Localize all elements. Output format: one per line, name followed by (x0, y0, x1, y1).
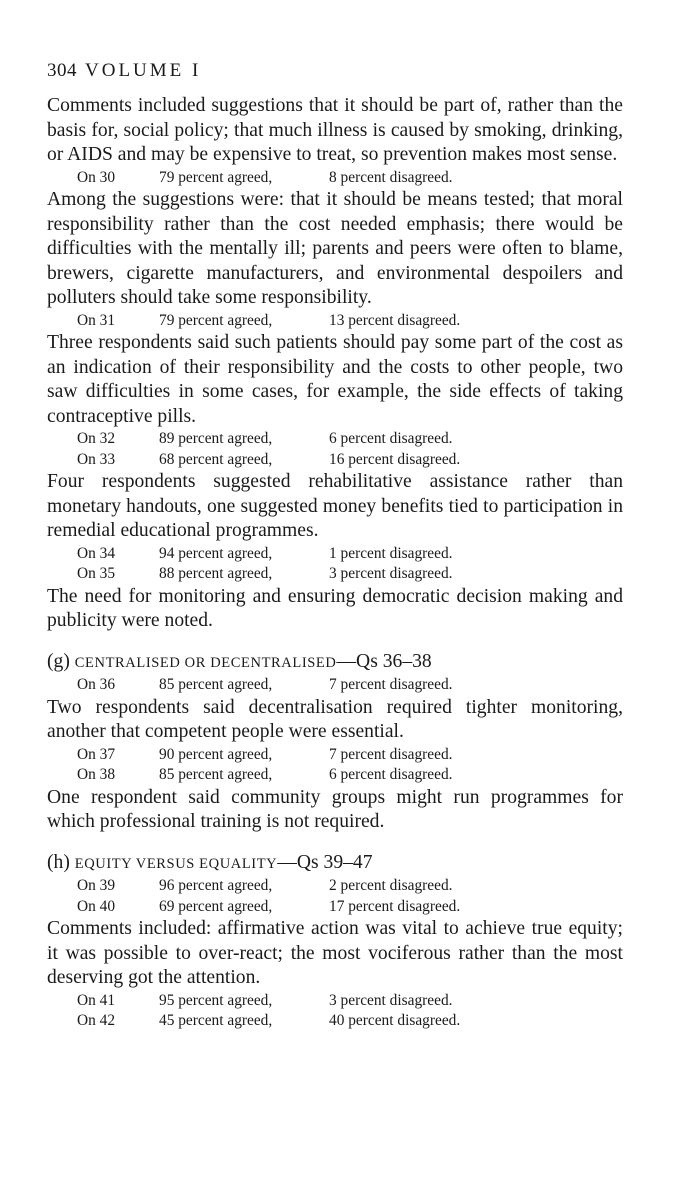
percent-disagreed: 6 percent disagreed. (329, 430, 453, 447)
question-label: On 32 (77, 430, 116, 447)
percent-disagreed: 7 percent disagreed. (329, 745, 453, 763)
question-label: On 40 (77, 897, 116, 915)
survey-result-row (47, 168, 623, 189)
percent-agreed: 69 percent agreed, (159, 897, 273, 915)
paragraph: Comments included suggestions that it should be part of, rather than the basis for, social policy; that much illness is caused by smoking, drinking, or AIDS and may be expensive to treat, so prevention makes most sense. (47, 95, 623, 165)
survey-result-row (47, 765, 623, 786)
survey-result-row (47, 897, 623, 918)
question-label: On 42 (77, 1012, 116, 1029)
percent-disagreed: 17 percent disagreed. (329, 897, 461, 915)
percent-agreed: 90 percent agreed, (159, 745, 273, 763)
percent-agreed: 85 percent agreed, (159, 676, 273, 693)
survey-result-row (47, 1011, 623, 1032)
percent-agreed: 94 percent agreed, (159, 544, 273, 562)
survey-result-row (47, 745, 623, 766)
percent-disagreed: 40 percent disagreed. (329, 1012, 461, 1029)
question-label: On 34 (77, 544, 116, 562)
percent-disagreed: 8 percent disagreed. (329, 168, 453, 186)
page-content (47, 94, 623, 1032)
percent-disagreed: 3 percent disagreed. (329, 565, 453, 582)
paragraph: One respondent said community groups might run programmes for which professional training is not required. (47, 786, 623, 832)
section-title: CENTRALISED OR DECENTRALISED (74, 654, 337, 671)
percent-agreed: 95 percent agreed, (159, 991, 273, 1009)
percent-agreed: 88 percent agreed, (159, 565, 273, 582)
question-label: On 39 (77, 877, 116, 894)
survey-result-row (47, 450, 623, 471)
percent-disagreed: 7 percent disagreed. (329, 676, 453, 693)
survey-result-row (47, 991, 623, 1012)
page-number: 304 (47, 60, 77, 81)
percent-disagreed: 6 percent disagreed. (329, 766, 453, 783)
percent-agreed: 89 percent agreed, (159, 430, 273, 447)
paragraph: Comments included: affirmative action was vital to achieve true equity; it was possible to over-react; the most vociferous rather than the most deserving got the attention. (47, 918, 623, 988)
section-heading (47, 650, 623, 676)
running-header (47, 60, 623, 82)
survey-result-row (47, 311, 623, 332)
percent-agreed: 45 percent agreed, (159, 1012, 273, 1029)
paragraph: Four respondents suggested rehabilitative assistance rather than monetary handouts, one suggested money benefits tied to participation in remedial educational programmes. (47, 471, 623, 541)
percent-disagreed: 1 percent disagreed. (329, 544, 453, 562)
survey-result-row (47, 675, 623, 696)
question-label: On 36 (77, 676, 116, 693)
paragraph: Among the suggestions were: that it should be means tested; that moral responsibility rather than the cost needed emphasis; there would be difficulties with the mentally ill; parents and peers were often to blame, brewers, cigarette manufacturers, and environmental despoilers and polluters should take some responsibility. (47, 189, 623, 308)
percent-disagreed: 13 percent disagreed. (329, 311, 461, 329)
book-page (47, 60, 623, 1032)
survey-result-row (47, 564, 623, 585)
question-label: On 38 (77, 766, 116, 783)
section-heading (47, 851, 623, 877)
percent-agreed: 79 percent agreed, (159, 168, 273, 186)
survey-result-row (47, 429, 623, 450)
paragraph: Two respondents said decentralisation required tighter monitoring, another that competent people were essential. (47, 696, 623, 742)
section-title: EQUITY VERSUS EQUALITY (74, 855, 278, 872)
survey-result-row (47, 876, 623, 897)
section-label: (g) (47, 650, 70, 672)
question-range: —Qs 36–38 (336, 650, 432, 672)
percent-disagreed: 2 percent disagreed. (329, 877, 453, 894)
survey-result-row (47, 544, 623, 565)
percent-agreed: 68 percent agreed, (159, 450, 273, 468)
question-label: On 37 (77, 745, 116, 763)
percent-disagreed: 3 percent disagreed. (329, 991, 453, 1009)
paragraph: Three respondents said such patients should pay some part of the cost as an indication of their responsibility and the costs to other people, two saw difficulties in some cases, for example, the side effects of taking contraceptive pills. (47, 332, 623, 427)
question-range: —Qs 39–47 (277, 851, 373, 873)
question-label: On 41 (77, 991, 116, 1009)
percent-agreed: 79 percent agreed, (159, 311, 273, 329)
question-label: On 30 (77, 168, 116, 186)
question-label: On 33 (77, 450, 116, 468)
percent-agreed: 96 percent agreed, (159, 877, 273, 894)
percent-disagreed: 16 percent disagreed. (329, 450, 461, 468)
paragraph: The need for monitoring and ensuring democratic decision making and publicity were noted. (47, 585, 623, 631)
question-label: On 31 (77, 311, 116, 329)
question-label: On 35 (77, 565, 116, 582)
section-label: (h) (47, 851, 70, 873)
percent-agreed: 85 percent agreed, (159, 766, 273, 783)
volume-label: VOLUME I (85, 60, 202, 81)
